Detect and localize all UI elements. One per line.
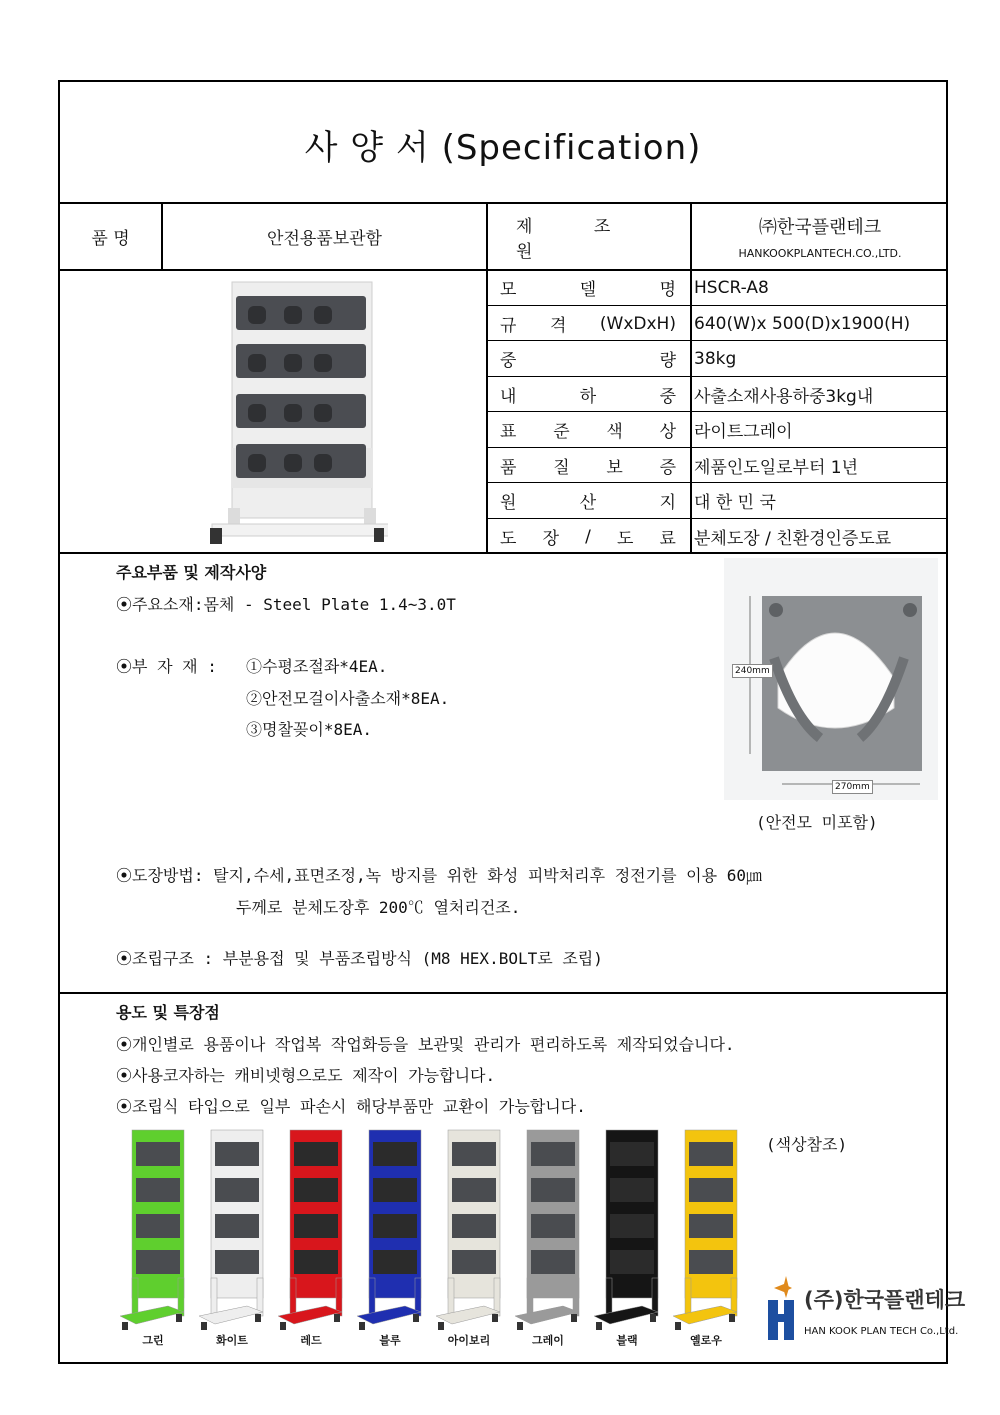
spec-label: 원 산 지 xyxy=(500,493,676,513)
color-variant-rack xyxy=(357,1128,423,1333)
spec-label: 품 질 보 증 xyxy=(500,458,676,478)
spec-value: HSCR-A8 xyxy=(694,277,769,298)
spec-value: 사출소재사용하중3kg내 xyxy=(694,387,874,407)
item-label: 품 명 xyxy=(91,229,130,249)
rule xyxy=(60,992,946,994)
maker-name-en: HANKOOKPLANTECH.CO.,LTD. xyxy=(738,247,902,260)
spec-sheet-frame xyxy=(58,80,966,1364)
spec-label: 중 량 xyxy=(500,351,676,371)
color-variant-label: 블루 xyxy=(379,1334,401,1347)
color-variant-label: 아이보리 xyxy=(447,1334,491,1347)
color-variant-label: 그린 xyxy=(142,1334,164,1347)
page-title: 사 양 서 (Specification) xyxy=(304,128,702,168)
color-variant-label: 화이트 xyxy=(216,1334,248,1347)
dim-width-label: 270mm xyxy=(832,780,873,794)
paint-method-line-2: 두께로 분체도장후 200℃ 열처리건조. xyxy=(236,898,521,917)
item-value: 안전용품보관함 xyxy=(267,229,382,249)
color-variant-rack xyxy=(199,1128,265,1333)
sub-item-2: ②안전모걸이사출소재*8EA. xyxy=(246,689,450,708)
color-variant-label: 레드 xyxy=(300,1334,322,1347)
paint-method-line-1: ⦿도장방법: 탈지,수세,표면조정,녹 방지를 위한 화성 피박처리후 정전기를 이용 60㎛ xyxy=(116,866,762,885)
color-variant-rack xyxy=(515,1128,581,1333)
assembly-structure: ⦿조립구조 : 부분용접 및 부품조립방식 (M8 HEX.BOLT로 조립) xyxy=(116,949,603,968)
parts-heading: 주요부품 및 제작사양 xyxy=(116,563,267,582)
main-material: ⦿주요소재:몸체 - Steel Plate 1.4~3.0T xyxy=(116,595,456,614)
helmet-holder-drawing xyxy=(724,558,938,800)
company-logo xyxy=(764,1272,966,1352)
color-reference-label: (색상참조) xyxy=(766,1135,848,1154)
spec-value: 대 한 민 국 xyxy=(694,493,776,513)
spec-value: 분체도장 / 친환경인증도료 xyxy=(694,529,892,549)
helmet-caption: (안전모 미포함) xyxy=(756,813,878,832)
color-variant-rack xyxy=(673,1128,739,1333)
product-image xyxy=(188,278,388,548)
maker-label: 제 조 원 xyxy=(516,216,639,262)
logo-mark-icon xyxy=(764,1276,804,1346)
color-variant-rack xyxy=(436,1128,502,1333)
spec-value: 제품인도일로부터 1년 xyxy=(694,458,859,478)
color-variant-label: 옐로우 xyxy=(690,1334,722,1347)
color-variant-rack xyxy=(120,1128,186,1333)
spec-label: 규 격 (WxDxH) xyxy=(500,313,676,336)
color-variant-rack xyxy=(594,1128,660,1333)
maker-cell xyxy=(692,204,948,269)
spec-label: 내 하 중 xyxy=(500,387,676,407)
spec-value: 라이트그레이 xyxy=(694,422,793,442)
usage-line-2: ⦿사용코자하는 캐비넷형으로도 제작이 가능합니다. xyxy=(116,1066,496,1085)
maker-name: ㈜한국플랜테크 xyxy=(758,217,882,238)
spec-label: 표 준 색 상 xyxy=(500,422,676,442)
spec-label: 모 델 명 xyxy=(500,280,676,300)
sub-item-3: ③명찰꽂이*8EA. xyxy=(246,720,372,739)
logo-text-en: HAN KOOK PLAN TECH Co.,Ltd. xyxy=(804,1326,959,1337)
color-variant-label: 블랙 xyxy=(616,1334,638,1347)
helmet-holder-image xyxy=(724,558,938,800)
spec-value: 640(W)x 500(D)x1900(H) xyxy=(694,313,911,334)
sub-item-1: ①수평조절좌*4EA. xyxy=(246,657,388,676)
spec-label: 도 장 / 도 료 xyxy=(500,526,676,549)
usage-line-3: ⦿조립식 타입으로 일부 파손시 해당부품만 교환이 가능합니다. xyxy=(116,1097,586,1116)
logo-text: (주)한국플랜테크 xyxy=(804,1288,966,1312)
color-variant-rack xyxy=(278,1128,344,1333)
usage-heading: 용도 및 특장점 xyxy=(116,1003,220,1022)
usage-line-1: ⦿개인별로 용품이나 작업복 작업화등을 보관및 관리가 편리하도록 제작되었습니다. xyxy=(116,1035,735,1054)
sub-material-label: ⦿부 자 재 : xyxy=(116,657,217,676)
spec-value: 38kg xyxy=(694,348,737,369)
dim-height-label: 240mm xyxy=(732,664,773,678)
color-variant-label: 그레이 xyxy=(532,1334,564,1347)
